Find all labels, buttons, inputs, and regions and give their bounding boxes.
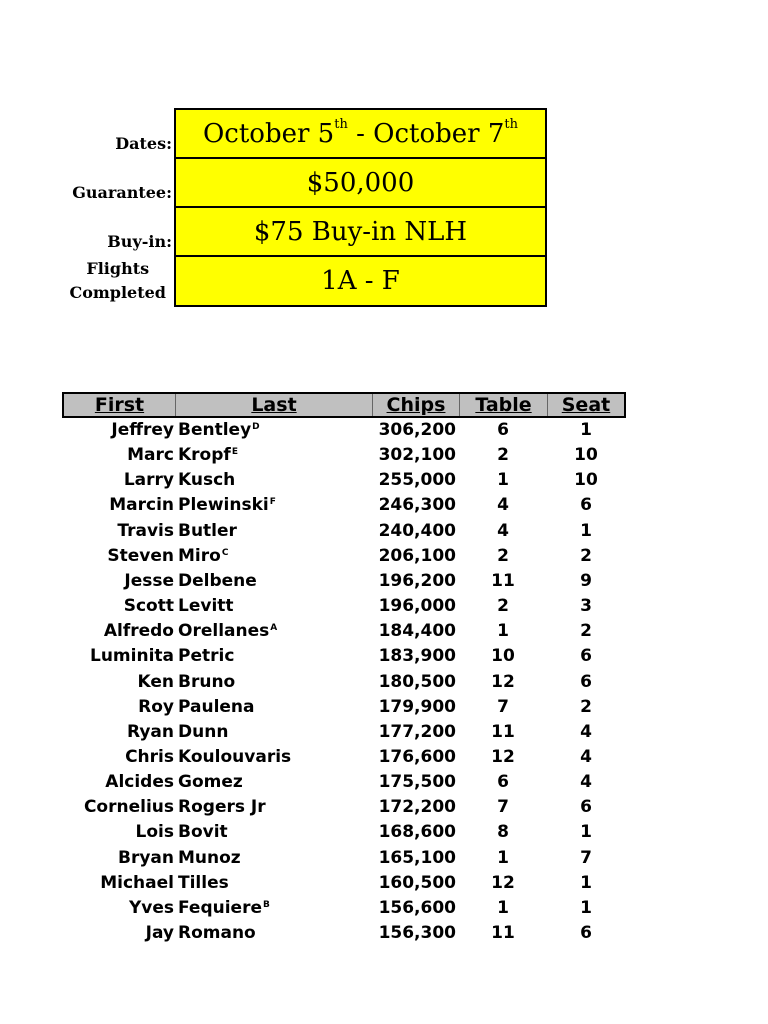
first-name: Chris	[125, 746, 174, 767]
flight-mark: A	[270, 623, 278, 634]
last-name-cell	[178, 644, 234, 669]
last-name-cell	[178, 695, 255, 720]
first-name: Marc	[127, 445, 174, 466]
first-name: Steven	[107, 545, 174, 566]
table-header	[62, 392, 626, 418]
dates-label: Dates:	[115, 134, 172, 153]
last-name-cell	[178, 670, 235, 695]
last-name: Bentley	[178, 420, 252, 440]
flight-mark: E	[231, 447, 238, 458]
first-name: Larry	[123, 470, 174, 491]
chip-count: 302,100	[378, 445, 456, 466]
seat-number: 2	[580, 621, 592, 642]
chip-count: 240,400	[378, 520, 456, 541]
last-name-cell	[178, 594, 234, 619]
seat-number: 1	[580, 897, 592, 918]
table-row	[0, 468, 768, 493]
seat-number: 2	[580, 696, 592, 717]
table-number: 4	[497, 495, 509, 516]
seat-number: 4	[580, 721, 592, 742]
table-row	[0, 795, 768, 820]
first-name: Travis	[117, 520, 174, 541]
last-name: Orellanes	[178, 621, 270, 642]
seat-number: 6	[580, 923, 592, 943]
table-number: 2	[497, 596, 509, 617]
last-name: Rogers Jr	[178, 797, 266, 818]
seat-number: 2	[580, 545, 592, 566]
header-table: Table	[460, 394, 548, 416]
table-number: 6	[497, 772, 509, 793]
first-name: Alcides	[105, 772, 174, 793]
first-name: Cornelius	[83, 797, 174, 818]
first-name: Jesse	[124, 570, 174, 591]
header-chips: Chips	[373, 394, 460, 416]
last-name: Munoz	[178, 847, 241, 868]
flights-label	[69, 257, 166, 305]
flights-box	[174, 255, 547, 307]
last-name: Delbene	[178, 570, 257, 591]
seat-number: 6	[580, 646, 592, 667]
table-number: 11	[491, 923, 515, 943]
last-name: Miro	[178, 545, 221, 566]
last-name: Koulouvaris	[178, 746, 292, 767]
last-name: Plewinski	[178, 495, 269, 516]
table-row	[0, 695, 768, 720]
chip-count: 156,300	[378, 923, 456, 943]
table-row	[0, 670, 768, 695]
first-name: Marcin	[109, 495, 174, 516]
first-name: Yves	[128, 897, 174, 918]
table-number: 2	[497, 545, 509, 566]
last-name: Dunn	[178, 721, 229, 742]
chip-count: 175,500	[378, 772, 456, 793]
header-seat: Seat	[561, 394, 611, 416]
flight-mark: F	[269, 497, 276, 508]
table-number: 6	[497, 420, 509, 440]
table-number: 1	[497, 621, 509, 642]
table-number: 2	[497, 445, 509, 466]
table-number: 12	[491, 872, 515, 893]
first-name: Jay	[145, 923, 174, 943]
last-name-cell	[178, 820, 228, 845]
chip-count: 246,300	[378, 495, 456, 516]
last-name: Kusch	[178, 470, 236, 491]
table-row	[0, 846, 768, 871]
dates-value: October 5th - October 7th	[202, 116, 519, 149]
table-number: 11	[491, 570, 515, 591]
table-row	[0, 619, 768, 644]
first-name: Alfredo	[103, 621, 174, 642]
seat-number: 1	[580, 822, 592, 843]
first-name: Ryan	[127, 721, 174, 742]
table-row	[0, 896, 768, 921]
chip-count: 183,900	[378, 646, 456, 667]
last-name-cell	[178, 418, 260, 443]
table-row	[0, 644, 768, 669]
table-row	[0, 770, 768, 795]
seat-number: 4	[580, 746, 592, 767]
first-name: Roy	[138, 696, 174, 717]
chip-count: 160,500	[378, 872, 456, 893]
table-number: 1	[497, 847, 509, 868]
seat-number: 6	[580, 495, 592, 516]
buyin-label: Buy-in:	[107, 232, 172, 251]
flights-label-line2: Completed	[69, 283, 166, 302]
table-row	[0, 519, 768, 544]
last-name-cell	[178, 443, 238, 468]
guarantee-value: $50,000	[306, 167, 415, 198]
chip-count: 156,600	[378, 897, 456, 918]
flights-label-line1: Flights	[86, 259, 150, 278]
last-name-cell	[178, 468, 235, 493]
table-row	[0, 871, 768, 896]
table-row	[0, 594, 768, 619]
table-number: 12	[491, 746, 515, 767]
first-name: Jeffrey	[111, 420, 174, 440]
chip-count: 179,900	[378, 696, 456, 717]
seat-number: 6	[580, 671, 592, 692]
table-number: 1	[497, 897, 509, 918]
buyin-value: $75 Buy-in NLH	[253, 216, 468, 247]
table-number: 8	[497, 822, 509, 843]
flight-mark: B	[263, 899, 270, 910]
chip-count: 196,200	[378, 570, 456, 591]
first-name: Ken	[137, 671, 174, 692]
chip-count: 180,500	[378, 671, 456, 692]
header-first: First	[64, 394, 176, 416]
table-row	[0, 569, 768, 594]
last-name-cell	[178, 745, 291, 770]
seat-number: 10	[574, 445, 598, 466]
first-name: Lois	[135, 822, 174, 843]
table-number: 1	[497, 470, 509, 491]
last-name: Petric	[178, 646, 235, 667]
table-row	[0, 921, 768, 946]
chip-count: 177,200	[378, 721, 456, 742]
chip-count: 168,600	[378, 822, 456, 843]
last-name-cell	[178, 795, 266, 820]
last-name: Butler	[178, 520, 237, 541]
last-name-cell	[178, 544, 228, 569]
last-name: Bovit	[178, 822, 228, 843]
seat-number: 1	[580, 520, 592, 541]
table-row	[0, 418, 768, 443]
seat-number: 1	[580, 872, 592, 893]
table-row	[0, 720, 768, 745]
table-row	[0, 820, 768, 845]
table-number: 11	[491, 721, 515, 742]
last-name: Levitt	[178, 596, 234, 617]
table-number: 12	[491, 671, 515, 692]
seat-number: 10	[574, 470, 598, 491]
last-name-cell	[178, 720, 228, 745]
flight-mark: C	[221, 547, 229, 558]
table-number: 10	[491, 646, 515, 667]
chip-count: 306,200	[378, 420, 456, 440]
last-name: Tilles	[178, 872, 229, 893]
last-name: Romano	[178, 923, 256, 943]
flight-mark: D	[252, 422, 260, 432]
first-name: Scott	[123, 596, 174, 617]
seat-number: 3	[580, 596, 592, 617]
chip-count: 172,200	[378, 797, 456, 818]
flights-value: 1A - F	[321, 266, 400, 296]
seat-number: 7	[580, 847, 592, 868]
last-name-cell	[178, 896, 270, 921]
seat-number: 1	[580, 420, 592, 440]
chip-count: 165,100	[378, 847, 456, 868]
first-name: Luminita	[89, 646, 174, 667]
seat-number: 9	[580, 570, 592, 591]
last-name: Paulena	[178, 696, 255, 717]
guarantee-label: Guarantee:	[72, 183, 172, 202]
last-name-cell	[178, 871, 229, 896]
last-name: Bruno	[178, 671, 236, 692]
chip-count: 206,100	[378, 545, 456, 566]
buyin-box	[174, 206, 547, 257]
last-name: Kropf	[178, 445, 231, 466]
chip-count: 184,400	[378, 621, 456, 642]
chip-count: 196,000	[378, 596, 456, 617]
header-last: Last	[176, 394, 373, 416]
dates-box	[174, 108, 547, 159]
last-name-cell	[178, 569, 257, 594]
last-name: Fequiere	[178, 897, 262, 918]
table-row	[0, 544, 768, 569]
seat-number: 4	[580, 772, 592, 793]
table-number: 4	[497, 520, 509, 541]
first-name: Bryan	[118, 847, 174, 868]
last-name-cell	[178, 846, 241, 871]
chip-count: 176,600	[378, 746, 456, 767]
table-number: 7	[497, 797, 509, 818]
table-number: 7	[497, 696, 509, 717]
guarantee-box	[174, 157, 547, 208]
last-name-cell	[178, 770, 243, 795]
first-name: Michael	[100, 872, 174, 893]
last-name-cell	[178, 493, 276, 518]
last-name-cell	[178, 519, 237, 544]
last-name-cell	[178, 619, 277, 644]
table-row	[0, 745, 768, 770]
seat-number: 6	[580, 797, 592, 818]
last-name: Gomez	[178, 772, 243, 793]
chip-count: 255,000	[378, 470, 456, 491]
table-row	[0, 443, 768, 468]
table-row	[0, 493, 768, 518]
last-name-cell	[178, 921, 256, 946]
